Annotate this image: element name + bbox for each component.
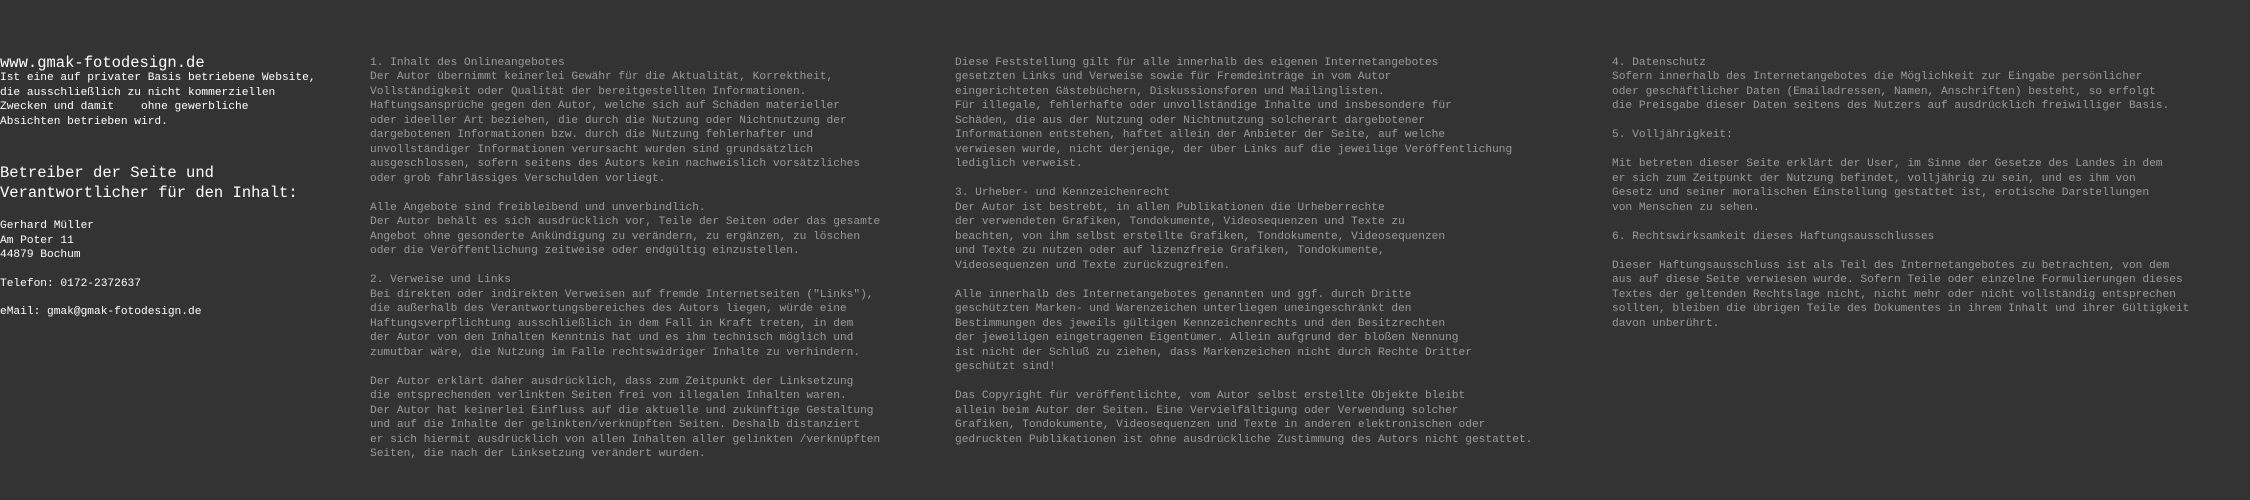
owner-column [0, 0, 360, 318]
disclaimer-text-2: Diese Feststellung gilt für alle innerhalb des eigenen Internetangebotes gesetzten Links und Verweise sowie für Fremdeinträge in vom Autor eingerichteten Gästebüchern, Diskussionsforen und Mailinglisten. Für illegale, fehlerhafte oder unvollständige Inhalte und insbesondere für Schäden, die aus der Nutzung oder Nichtnutzung solcherart dargebotener Informationen entstehen, haftet allein der Anbieter der Seite, auf welche verwiesen wurde, nicht derjenige, der über Links auf die jeweilige Veröffentlichung lediglich verweist. 3. Urheber- und Kennzeichenrecht Der Autor ist bestrebt, in allen Publikationen die Urheberrechte der verwendeten Grafiken, Tondokumente, Videosequenzen und Texte zu beachten, von ihm selbst erstellte Grafiken, Tondokumente, Videosequenzen und Texte zu nutzen oder auf lizenzfreie Grafiken, Tondokumente, Videosequenzen und Texte zurückzugreifen. Alle innerhalb des Internetangebotes genannten und ggf. durch Dritte geschützten Marken- und Warenzeichen unterliegen uneingeschränkt den Bestimmungen des jeweils gültigen Kennzeichenrechts und den Besitzrechten der jeweiligen eingetragenen Eigentümer. Allein aufgrund der bloßen Nennung ist nicht der Schluß zu ziehen, dass Markenzeichen nicht durch Rechte Dritter geschützt sind! Das Copyright für veröffentlichte, vom Autor selbst erstellte Objekte bleibt allein beim Autor der Seiten. Eine Vervielfältigung oder Verwendung solcher Grafiken, Tondokumente, Videosequenzen und Texte in anderen elektronischen oder gedruckten Publikationen ist ohne ausdrückliche Zustimmung des Autors nicht gestattet. [955, 57, 1533, 446]
site-intro: Ist eine auf privater Basis betriebene Website, die ausschließlich zu nicht kommerziellen Zwecken und damit ohne gewerbliche Absichten betrieben wird. [0, 72, 316, 128]
site-url: www.gmak-fotodesign.de [0, 54, 205, 72]
owner-heading: Betreiber der Seite und Verantwortlicher für den Inhalt: [0, 164, 298, 202]
owner-phone: Telefon: 0172-2372637 [0, 278, 141, 290]
disclaimer-column-3 [1612, 0, 2247, 330]
disclaimer-text-3: 4. Datenschutz Sofern innerhalb des Internetangebotes die Möglichkeit zur Eingabe persönlicher oder geschäftlicher Daten (Emailadressen, Namen, Anschriften) besteht, so erfolgt die Preisgabe dieser Daten seitens des Nutzers auf ausdrücklich freiwilliger Basis. 5. Volljährigkeit: Mit betreten dieser Seite erklärt der User, im Sinne der Gesetze des Landes in dem er sich zum Zeitpunkt der Nutzung befindet, volljährig zu sein, und es ihm von Gesetz und seiner moralischen Einstellung gestattet ist, erotische Darstellungen von Menschen zu sehen. 6. Rechtswirksamkeit dieses Haftungsausschlusses Dieser Haftungsausschluss ist als Teil des Internetangebotes zu betrachten, von dem aus auf diese Seite verwiesen wurde. Sofern Teile oder einzelne Formulierungen dieses Textes der geltenden Rechtslage nicht, nicht mehr oder nicht vollständig entsprechen sollten, bleiben die übrigen Teile des Dokumentes in ihrem Inhalt und ihrer Gültigkeit davon unberührt. [1612, 57, 2190, 330]
owner-address: Gerhard Müller Am Poter 11 44879 Bochum [0, 220, 94, 262]
owner-email: eMail: gmak@gmak-fotodesign.de [0, 306, 202, 318]
disclaimer-column-1 [370, 0, 940, 461]
disclaimer-column-2 [955, 0, 1605, 446]
disclaimer-text-1: 1. Inhalt des Onlineangebotes Der Autor übernimmt keinerlei Gewähr für die Aktualität, Korrektheit, Vollständigkeit oder Qualität der bereitgestellten Informationen. Haftungsansprüche gegen den Autor, welche sich auf Schäden materieller oder ideeller Art beziehen, die durch die Nutzung oder Nichtnutzung der dargebotenen Informationen bzw. durch die Nutzung fehlerhafter und unvollständiger Informationen verursacht wurden sind grundsätzlich ausgeschlossen, sofern seitens des Autors kein nachweislich vorsätzliches oder grob fahrlässiges Verschulden vorliegt. Alle Angebote sind freibleibend und unverbindlich. Der Autor behält es sich ausdrücklich vor, Teile der Seiten oder das gesamte Angebot ohne gesonderte Ankündigung zu verändern, zu ergänzen, zu löschen oder die Veröffentlichung zeitweise oder endgültig einzustellen. 2. Verweise und Links Bei direkten oder indirekten Verweisen auf fremde Internetseiten ("Links"), die außerhalb des Verantwortungsbereiches des Autors liegen, würde eine Haftungsverpflichtung ausschließlich in dem Fall in Kraft treten, in dem der Autor von den Inhalten Kenntnis hat und es ihm technisch möglich und zumutbar wäre, die Nutzung im Falle rechtswidriger Inhalte zu verhindern. Der Autor erklärt daher ausdrücklich, dass zum Zeitpunkt der Linksetzung die entsprechenden verlinkten Seiten frei von illegalen Inhalten waren. Der Autor hat keinerlei Einfluss auf die aktuelle und zukünftige Gestaltung und auf die Inhalte der gelinkten/verknüpften Seiten. Deshalb distanziert er sich hiermit ausdrücklich von allen Inhalten aller gelinkten /verknüpften Seiten, die nach der Linksetzung verändert wurden. [370, 57, 881, 461]
